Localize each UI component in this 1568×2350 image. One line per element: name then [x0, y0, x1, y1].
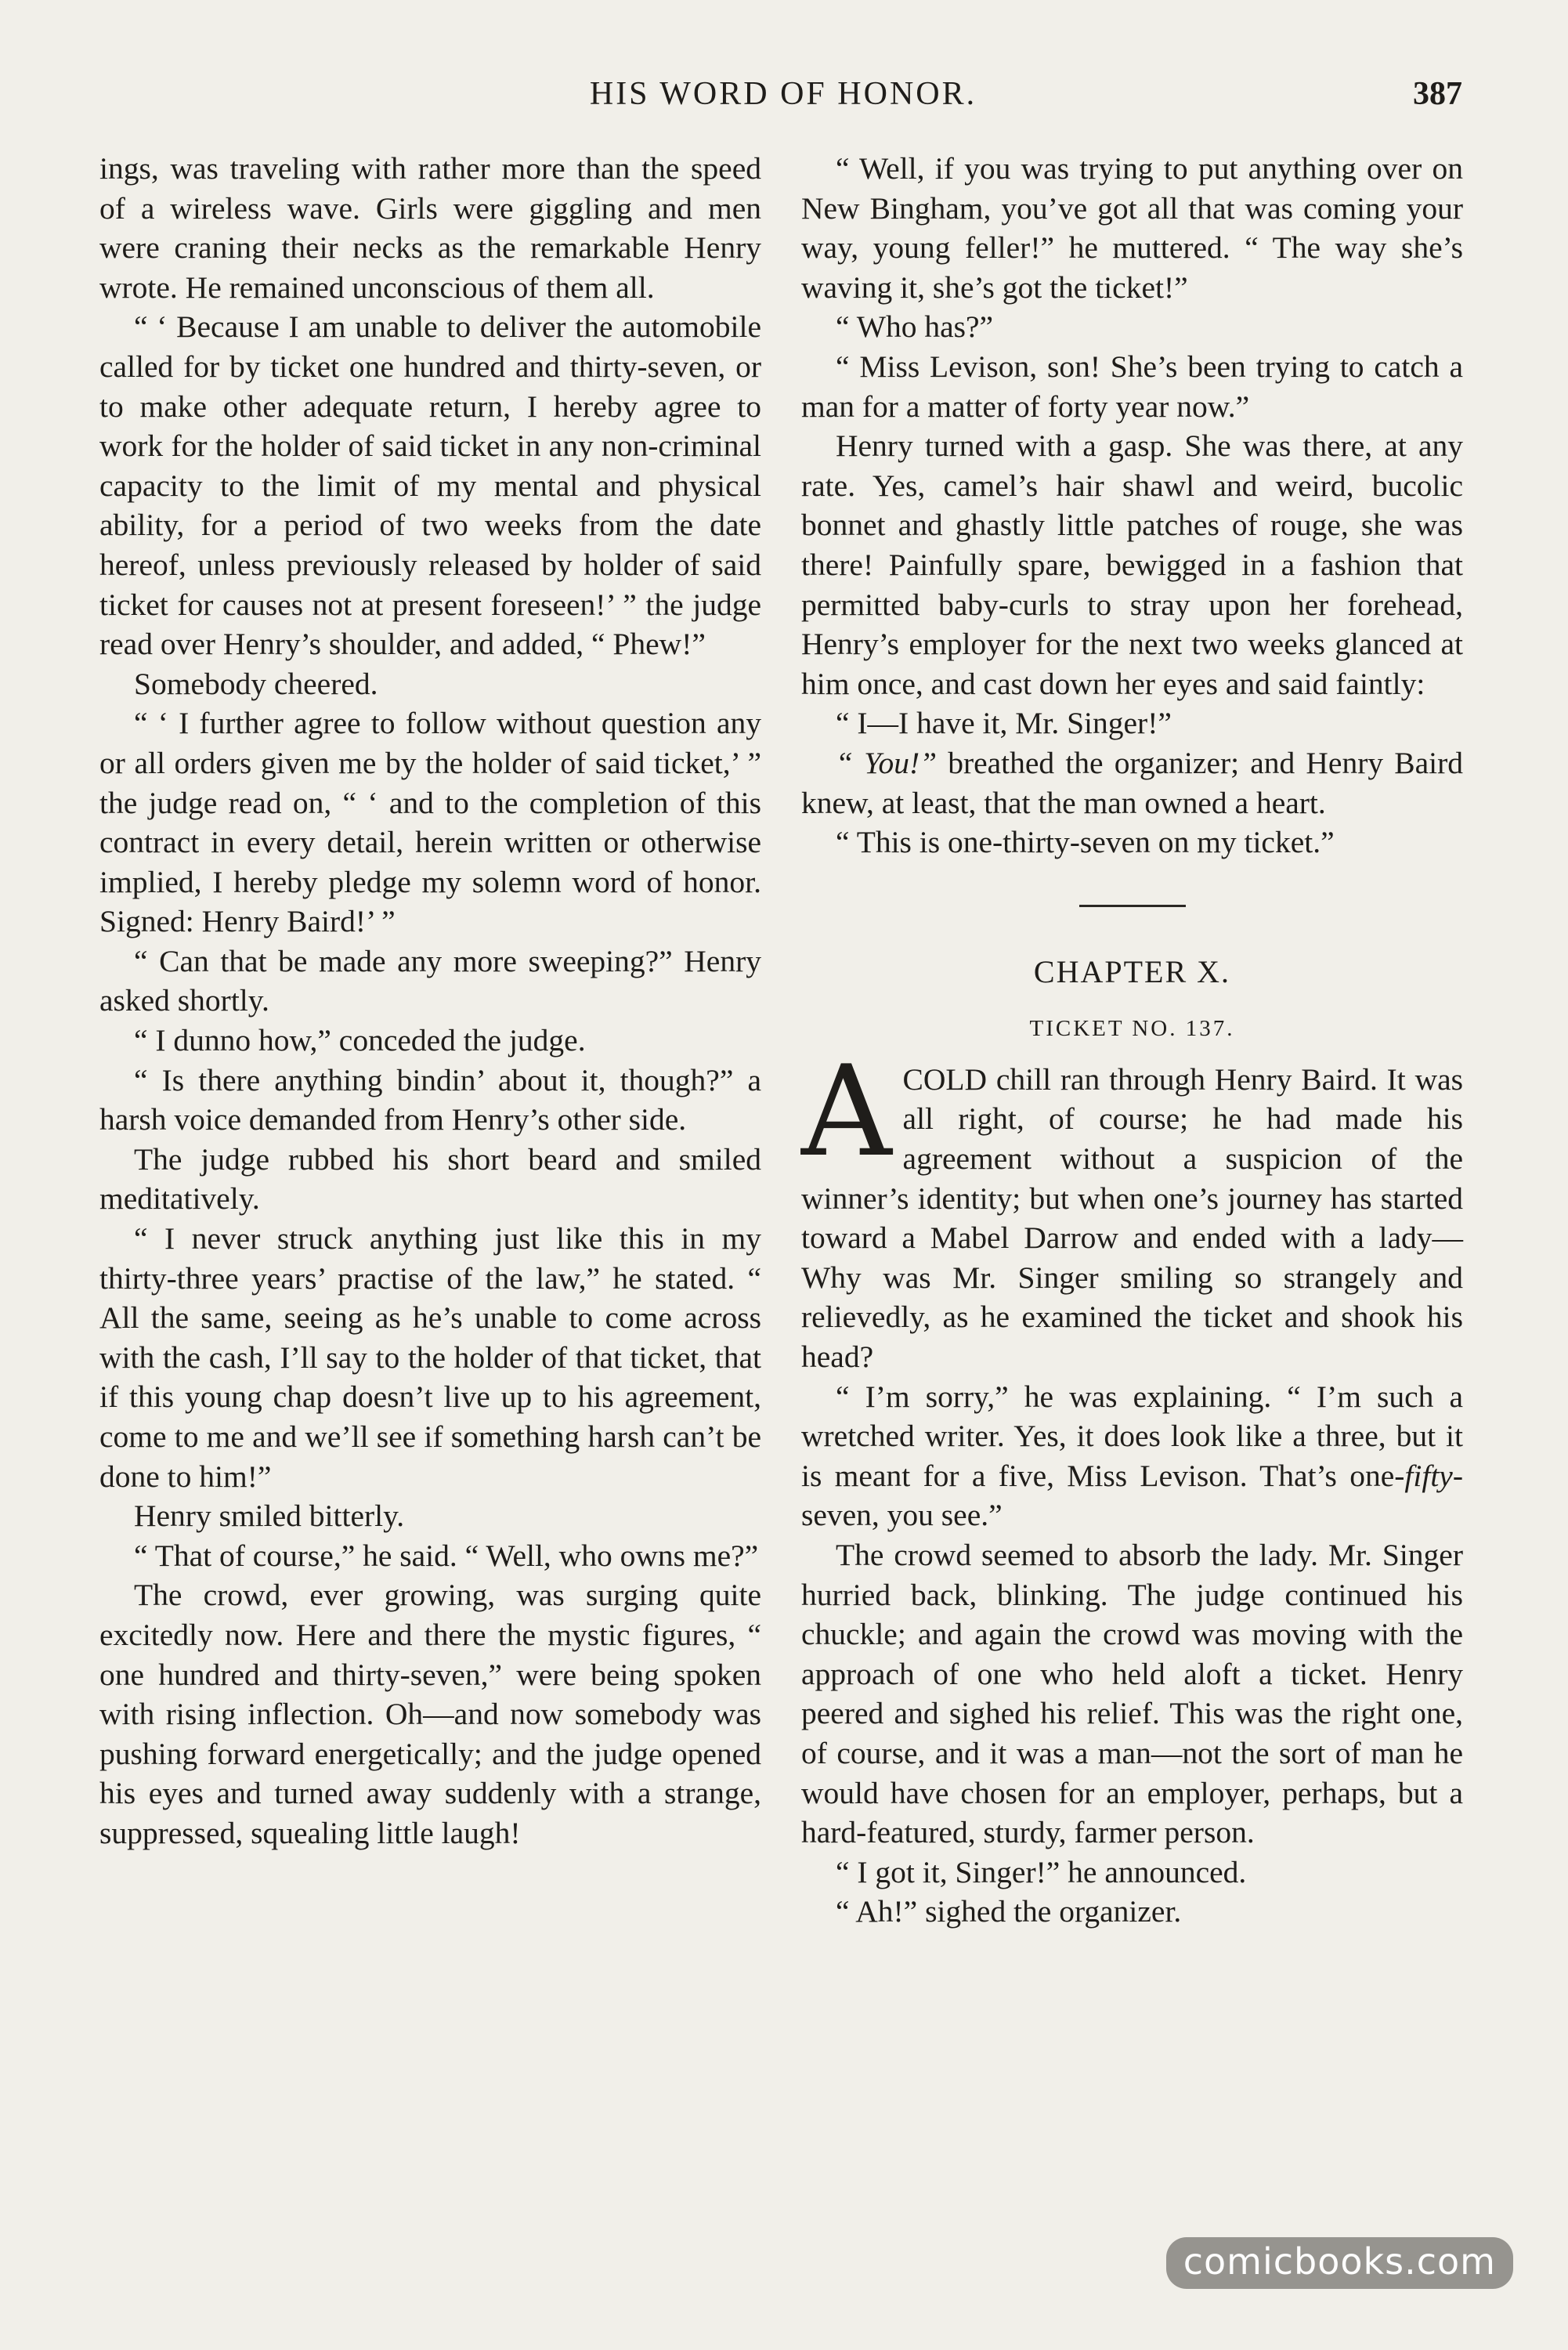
- paragraph: Henry turned with a gasp. She was there, at any rate. Yes, camel’s hair shawl and weird, bucolic bonnet and ghastly little patches of rouge, she was there! Painfully spare, bewigged in a fashion that permitted baby-curls to stray upon her forehead, Henry’s employer for the next two weeks glanced at him once, and cast down her eyes and said faintly:: [801, 428, 1463, 701]
- paragraph: Somebody cheered.: [134, 666, 378, 701]
- right-column: [801, 149, 1463, 1932]
- paragraph: “ I got it, Singer!” he announced.: [836, 1854, 1247, 1889]
- paragraph: “ Miss Levison, son! She’s been trying to catch a man for a matter of forty year now.”: [801, 349, 1463, 424]
- running-title: HIS WORD OF HONOR.: [589, 76, 977, 112]
- paragraph: “ Is there anything bindin’ about it, though?” a harsh voice demanded from Henry’s other side.: [99, 1062, 761, 1137]
- emphasis-you: “ You!”: [836, 745, 938, 780]
- paragraph: ings, was traveling with rather more than the speed of a wireless wave. Girls were giggling and men were craning their necks as the remarkable Henry wrote. He remained unconscious of them all.: [99, 151, 761, 305]
- chapter-opening-text: COLD chill ran through Henry Baird. It was all right, of course; he had made his agreement without a suspicion of the winner’s identity; but when one’s journey has started toward a Mabel Darrow and ended with a lady— Why was Mr. Singer smiling so strangely and relievedly, as he examined the ticket and shook his head?: [801, 1061, 1463, 1375]
- paragraph: “ That of course,” he said. “ Well, who owns me?”: [134, 1538, 759, 1573]
- paragraph-you: [801, 743, 1463, 822]
- paragraph: “ I never struck anything just like this in my thirty-three years’ practise of the law,” he stated. “ All the same, seeing as he’s unable to come across with the cash, I’ll say to the holder of that ticket, that if this young chap doesn’t live up to his agreement, come to me and we’ll see if something harsh can’t be done to him!”: [99, 1221, 761, 1494]
- section-divider: [1079, 905, 1186, 907]
- paragraph-sorry-end: -seven, you see.”: [801, 1458, 1463, 1533]
- paragraph: “ Well, if you was trying to put anything over on New Bingham, you’ve got all that was coming your way, young feller!” he muttered. “ The way she’s waving it, she’s got the ticket!”: [801, 151, 1463, 305]
- chapter-heading: CHAPTER X.: [1033, 953, 1231, 989]
- paragraph: “ ‘ I further agree to follow without question any or all orders given me by the holder of said ticket,’ ” the judge read on, “ ‘ and to the completion of this contract in every detail, herein written or otherwise implied, I hereby pledge my solemn word of honor. Signed: Henry Baird!’ ”: [99, 706, 761, 939]
- paragraph: “ ‘ Because I am unable to deliver the automobile called for by ticket one hundred and thirty-seven, or to make other adequate return, I hereby agree to work for the holder of said ticket in any non-criminal capacity to the limit of my mental and physical ability, for a period of two weeks from the date hereof, unless previously released by holder of said ticket for causes not at present foreseen!’ ” the judge read over Henry’s shoulder, and added, “ Phew!”: [99, 309, 761, 662]
- paragraph-you-rest: breathed the organizer; and Henry Baird knew, at least, that the man owned a heart.: [801, 745, 1464, 820]
- paragraph: “ I dunno how,” conceded the judge.: [134, 1023, 586, 1058]
- page-number: 387: [1413, 76, 1462, 112]
- watermark: comicbooks.com: [1166, 2237, 1513, 2289]
- paragraph: “ Can that be made any more sweeping?” Henry asked shortly.: [99, 943, 761, 1018]
- paragraph: The judge rubbed his short beard and smiled meditatively.: [99, 1141, 761, 1217]
- paragraph-sorry-part: “ I’m sorry,” he was explaining. “ I’m such a wretched writer. Yes, it does look like a three, but it is meant for a five, Miss Levison. That’s one-: [801, 1379, 1463, 1493]
- paragraph: “ Who has?”: [836, 309, 994, 345]
- running-head: [0, 75, 1568, 122]
- chapter-subtitle: TICKET NO. 137.: [1029, 1016, 1235, 1042]
- emphasis-fifty: fifty: [1404, 1458, 1453, 1493]
- paragraph: The crowd, ever growing, was surging quite excitedly now. Here and there the mystic figures, “ one hundred and thirty-seven,” were being spoken with rising inflection. Oh—and now somebody was pushing forward energetically; and the judge opened his eyes and turned away suddenly with a strange, suppressed, squealing little laugh!: [99, 1578, 761, 1850]
- chapter-opening-paragraph: [801, 1037, 1463, 1377]
- paragraph: “ Ah!” sighed the organizer.: [836, 1894, 1182, 1929]
- paragraph: Henry smiled bitterly.: [134, 1499, 405, 1534]
- left-column: [99, 149, 761, 1853]
- paragraph: “ This is one-thirty-seven on my ticket.”: [836, 825, 1335, 860]
- paragraph-sorry: [801, 1377, 1463, 1535]
- drop-cap: A: [801, 1037, 892, 1184]
- paragraph: “ I—I have it, Mr. Singer!”: [836, 706, 1172, 741]
- paragraph: The crowd seemed to absorb the lady. Mr. Singer hurried back, blinking. The judge continued his chuckle; and again the crowd was moving with the approach of one who held aloft a ticket. Henry peered and sighed his relief. This was the right one, of course, and it was a man—not the sort of man he would have chosen for an employer, perhaps, but a hard-featured, sturdy, farmer person.: [801, 1538, 1463, 1850]
